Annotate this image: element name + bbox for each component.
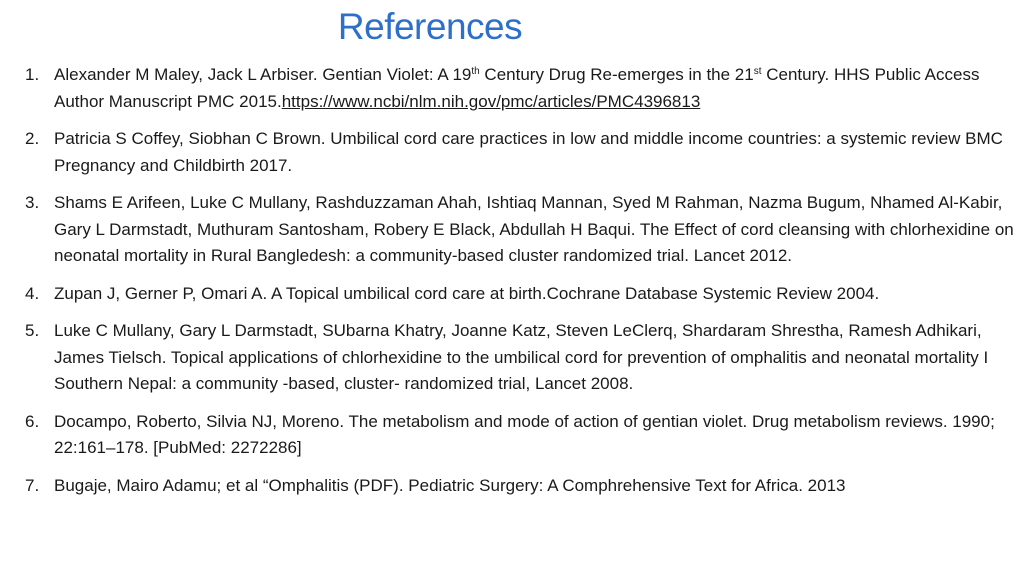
reference-text: Bugaje, Mairo Adamu; et al “Omphalitis (PDF). Pediatric Surgery: A Comphrehensive Text for Africa. 2013 xyxy=(54,475,846,495)
reference-text: Shams E Arifeen, Luke C Mullany, Rashduzzaman Ahah, Ishtiaq Mannan, Syed M Rahman, Nazma Bugum, Nhamed Al-Kabir, Gary L Darmstadt, Muthuram Santosham, Robery E Black, Abdullah H Baqui. The Effect of cord cleansing with chlorhexidine on neonatal mortality in Rural Bangledesh: a community-based cluster randomized trial. Lancet 2012. xyxy=(54,193,1014,265)
reference-number: 3. xyxy=(25,193,40,212)
reference-number: 6. xyxy=(25,411,40,431)
reference-list xyxy=(0,62,1020,510)
reference-number: 7. xyxy=(25,475,40,495)
superscript: st xyxy=(753,66,762,77)
reference-item xyxy=(0,409,1020,462)
reference-item xyxy=(0,126,1020,179)
reference-number: 4. xyxy=(25,283,40,303)
reference-item xyxy=(0,281,1020,308)
page-title: References xyxy=(337,6,523,47)
reference-number: 1. xyxy=(25,65,40,84)
reference-item xyxy=(0,318,1020,398)
reference-text: Docampo, Roberto, Silvia NJ, Moreno. The metabolism and mode of action of gentian violet. Drug metabolism reviews. 1990; 22:161–178. [PubMed: 2272286] xyxy=(54,411,995,457)
reference-item xyxy=(0,473,1020,500)
reference-item xyxy=(0,190,1020,270)
reference-number: 2. xyxy=(25,129,40,148)
reference-text-part: Alexander M Maley, Jack L Arbiser. Gentian Violet: A 19 xyxy=(54,65,472,84)
reference-text-part: Century Drug Re-emerges in the 21 xyxy=(479,65,754,84)
reference-text: Zupan J, Gerner P, Omari A. A Topical umbilical cord care at birth.Cochrane Database Systemic Review 2004. xyxy=(54,283,880,303)
reference-text: Luke C Mullany, Gary L Darmstadt, SUbarna Khatry, Joanne Katz, Steven LeClerq, Shardaram Shrestha, Ramesh Adhikari, James Tielsch. Topical applications of chlorhexidine to the umbilical cord for prevention of omphalitis and neonatal mortality I Southern Nepal: a community -based, cluster- randomized trial, Lancet 2008. xyxy=(54,321,989,393)
reference-text: Patricia S Coffey, Siobhan C Brown. Umbilical cord care practices in low and middle income countries: a systemic review BMC Pregnancy and Childbirth 2017. xyxy=(54,129,1003,175)
reference-item xyxy=(0,62,1020,115)
reference-url-link[interactable]: https://www.ncbi/nlm.nih.gov/pmc/articles/PMC4396813 xyxy=(281,91,701,111)
reference-text-part: Century. HHS Public Access Author Manuscript PMC 2015. xyxy=(54,65,980,111)
superscript: th xyxy=(471,66,480,77)
reference-number: 5. xyxy=(25,321,40,340)
